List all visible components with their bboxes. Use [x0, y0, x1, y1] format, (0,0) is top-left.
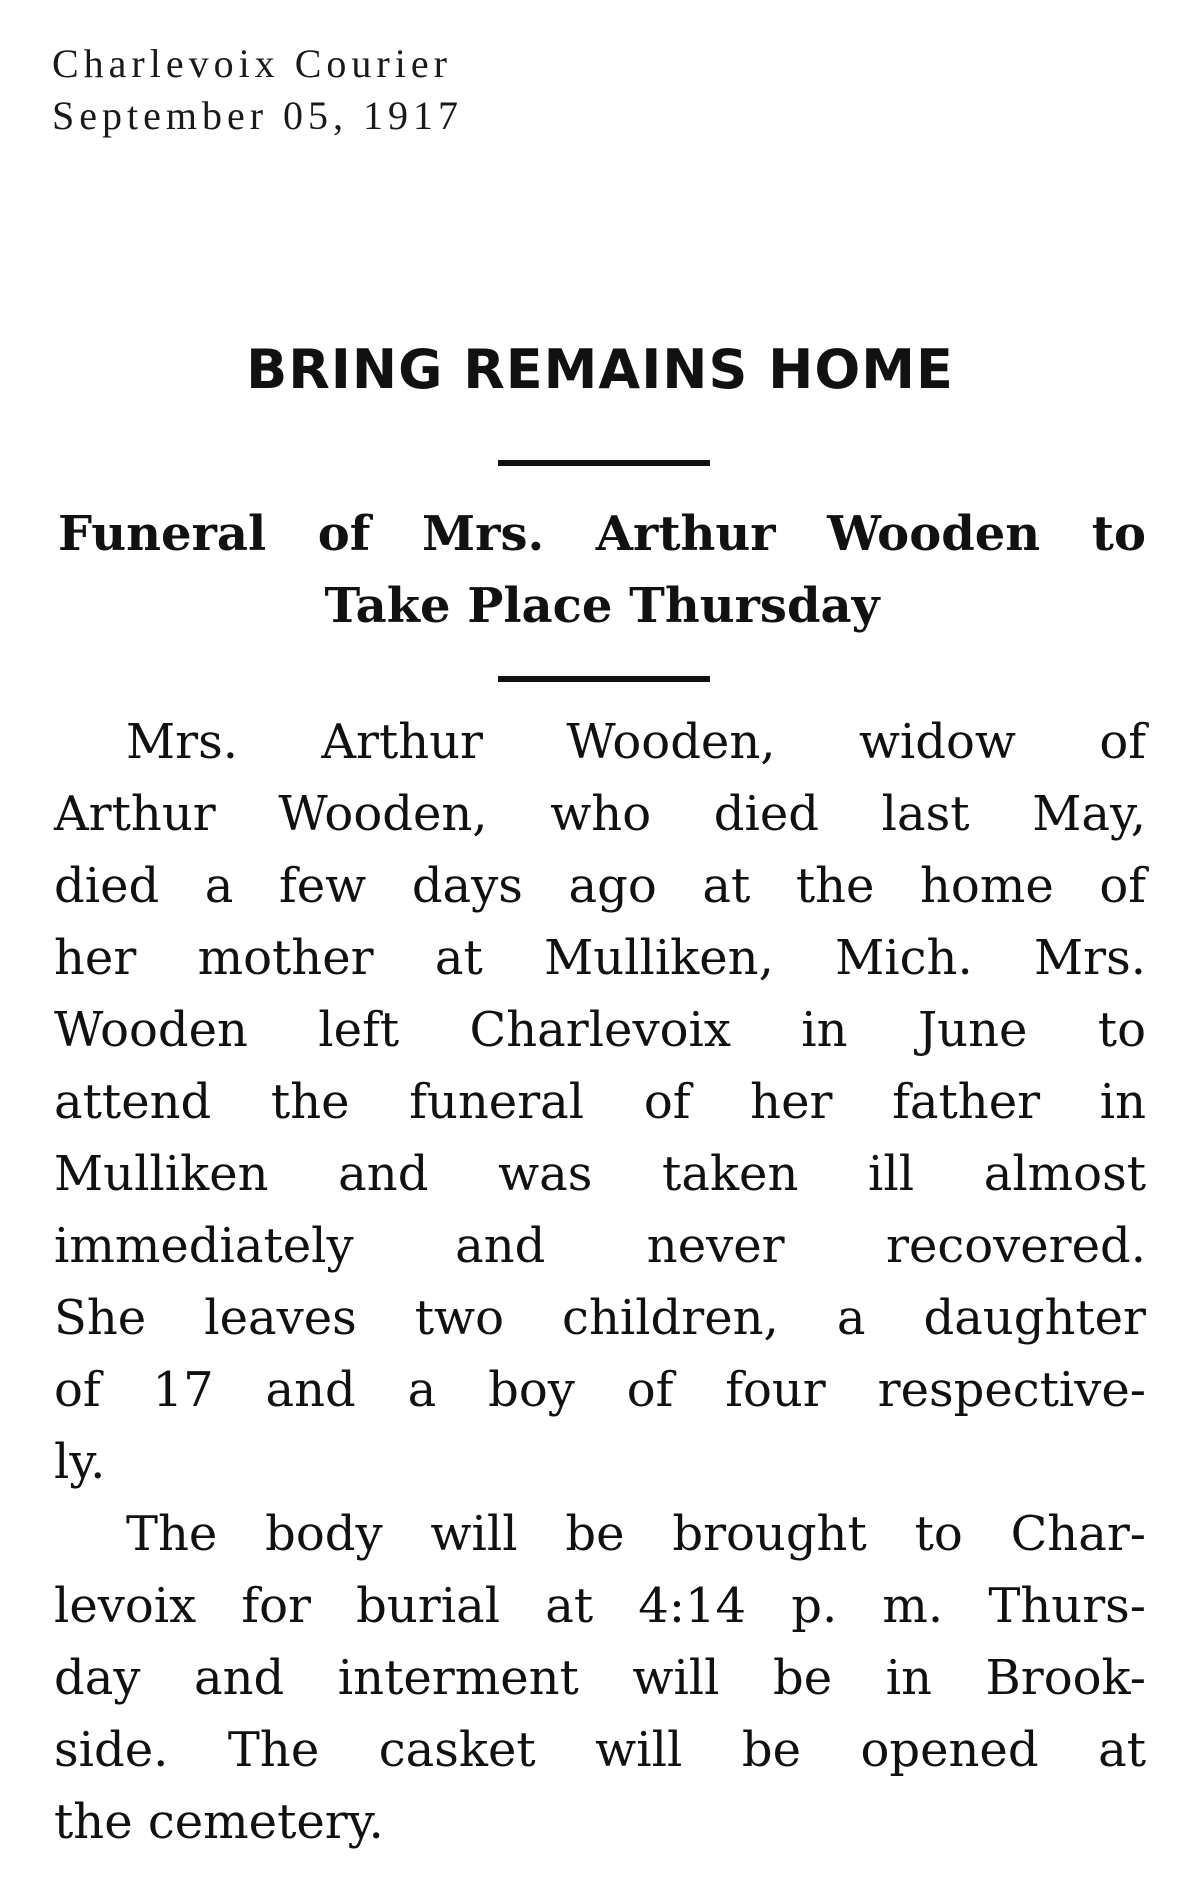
text-line: Mrs. Arthur Wooden, widow of [126, 714, 1146, 770]
subheadline-line: Funeral of Mrs. Arthur Wooden to [58, 506, 1146, 562]
text-line: side. The casket will be opened at [54, 1722, 1146, 1778]
subheadline-line: Take Place Thursday [324, 578, 880, 634]
text-line: immediately and never recovered. [54, 1218, 1146, 1274]
text-line: Mulliken and was taken ill almost [54, 1146, 1146, 1202]
text-line: of 17 and a boy of four respective- [54, 1362, 1146, 1418]
text-line: attend the funeral of her father in [54, 1074, 1146, 1130]
paragraph [54, 1498, 1146, 1858]
subheadline [58, 498, 1146, 642]
publication-date: September 05, 1917 [52, 93, 464, 138]
divider-rule [498, 460, 710, 466]
text-line: day and interment will be in Brook- [54, 1650, 1146, 1706]
text-line: She leaves two children, a daughter [54, 1290, 1146, 1346]
paragraph [54, 706, 1146, 1498]
headline: BRING REMAINS HOME [246, 338, 954, 401]
text-line: her mother at Mulliken, Mich. Mrs. [54, 930, 1146, 986]
text-line: levoix for burial at 4:14 p. m. Thurs- [54, 1578, 1146, 1634]
text-line: The body will be brought to Char- [126, 1506, 1146, 1562]
text-line: Wooden left Charlevoix in June to [54, 1002, 1146, 1058]
source-citation [52, 38, 463, 142]
text-line: Arthur Wooden, who died last May, [54, 786, 1146, 842]
text-line: died a few days ago at the home of [54, 858, 1146, 914]
text-line: ly. [54, 1434, 106, 1490]
text-line: the cemetery. [54, 1794, 384, 1850]
article-body [54, 706, 1146, 1858]
divider-rule [498, 676, 710, 682]
newspaper-name: Charlevoix Courier [52, 41, 452, 86]
